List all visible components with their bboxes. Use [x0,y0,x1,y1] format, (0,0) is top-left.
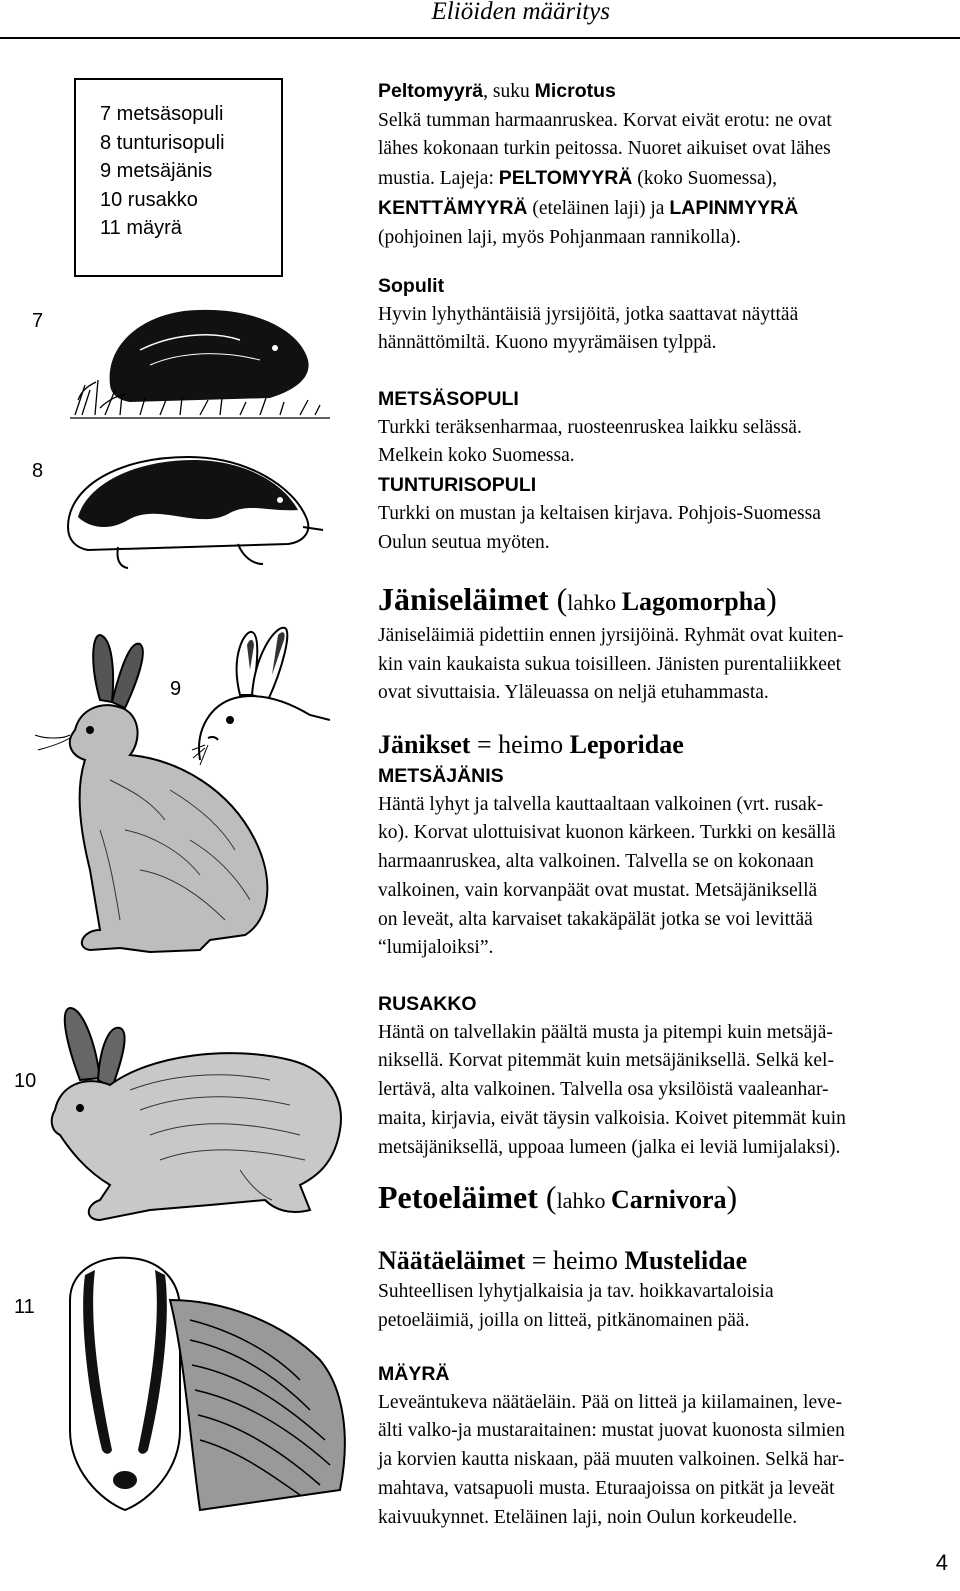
tunturisopuli-line: Turkki on mustan ja keltaisen kirjava. Pohjois-Suomessa [378,502,821,524]
peltomyyra-line: (eteläinen laji) ja [527,197,670,219]
metsajanis-line: harmaanruskea, alta valkoinen. Talvella se on kokonaan [378,851,814,873]
family-name: Leporidae [569,730,684,759]
metsasopuli-line: Turkki teräksenharmaa, ruosteenruskea laikku selässä. [378,416,802,438]
mayra-line: Leveäntukeva näätäeläin. Pää on litteä ja kiilamainen, leve- [378,1391,842,1413]
forest-lemming-illustration [70,290,330,425]
naataelaimet-section [378,1244,948,1335]
heading-paren: ( [537,1179,557,1215]
peltomyyra-line: Selkä tumman harmaanruskea. Korvat eivät erotu: ne ovat [378,109,832,131]
norway-lemming-illustration [48,432,328,582]
rusakko-title: RUSAKKO [378,993,477,1015]
metsajanis-line: Häntä lyhyt ja talvella kauttaaltaan valkoinen (vrt. rusak- [378,793,824,815]
janikset-heading: Jänikset [378,730,471,759]
rusakko-line: Häntä on talvellakin päältä musta ja pitempi kuin metsäjä- [378,1021,833,1043]
tunturisopuli-title: TUNTURISOPULI [378,474,537,497]
metsajanis-title: METSÄJÄNIS [378,765,504,787]
heading-paren: ) [726,1179,738,1215]
rusakko-line: niksellä. Korvat pitemmät kuin metsäjäniksellä. Selkä kel- [378,1050,834,1072]
janiselaimet-heading: Jäniseläimet [378,581,549,617]
metsasopuli-title: METSÄSOPULI [378,388,519,410]
naataelaimet-line: petoeläimiä, joilla on litteä, pitkänomainen pää. [378,1309,750,1331]
janiselaimet-line: ovat sivuttaisia. Yläleuassa on neljä etuhammasta. [378,682,769,704]
legend-item: 7 metsäsopuli [100,103,224,125]
peltomyyra-line: mustia. Lajeja: [378,168,499,190]
header-rule [0,37,960,39]
metsajanis-line: “lumijaloiksi”. [378,937,494,959]
rusakko-line: metsäjäniksellä, uppoaa lumeen (jalka ei leviä lumijalaksi). [378,1136,841,1158]
metsasopuli-line: Melkein koko Suomessa. [378,445,575,467]
naataelaimet-heading: Näätäeläimet [378,1246,526,1275]
peltomyyra-title: Peltomyyrä [378,80,484,102]
figure-number-7: 7 [32,310,44,332]
janiselaimet-line: kin vain kaukaista sukua toisilleen. Jänisten purentaliikkeet [378,653,842,675]
peltomyyra-line: (pohjoinen laji, myös Pohjanmaan rannikolla). [378,226,741,248]
metsasopuli-section [378,385,948,557]
family-name: Mustelidae [624,1246,748,1275]
heading-order-label: lahko [556,1188,611,1213]
sopulit-line: hännättömiltä. Kuono myyrämäisen tylppä. [378,332,717,354]
metsajanis-line: valkoinen, vain korvanpäät ovat mustat. Metsäjäniksellä [378,879,818,901]
rusakko-line: lertävä, alta valkoinen. Talvella osa yksilöistä vaaleanhar- [378,1079,829,1101]
rusakko-section [378,990,948,1162]
page-number: 4 [935,1550,948,1575]
janiselaimet-section [378,580,948,708]
janikset-section [378,728,948,963]
janikset-family-label: = heimo [470,730,570,759]
sopulit-title: Sopulit [378,275,445,297]
species-name: PELTOMYYRÄ [498,167,633,190]
mayra-line: ja korvien kautta niskaan, pää muuten valkoinen. Selkä har- [378,1449,845,1471]
legend-item: 9 metsäjänis [100,160,213,182]
order-name: Carnivora [610,1185,727,1214]
mayra-line: mahtava, vatsapuoli musta. Eturaajoissa on pitkät ja leveät [378,1477,835,1499]
legend-item: 11 mäyrä [100,217,182,239]
janiselaimet-line: Jäniseläimiä pidettiin ennen jyrsijöinä. Ryhmät ovat kuiten- [378,625,844,646]
header-title: Eliöiden määritys [431,0,610,25]
peltomyyra-section [378,77,948,252]
peltomyyra-line: lähes kokonaan turkin peitossa. Nuoret aikuiset ovat lähes [378,138,831,160]
sopulit-section [378,272,948,358]
mountain-hare-summer-illustration [30,630,280,970]
peltomyyra-line: (koko Suomessa), [632,168,778,190]
rusakko-line: maita, kirjavia, eivät täysin valkoisia. Koivet pitemmät kuin [378,1107,846,1129]
mayra-title: MÄYRÄ [378,1363,450,1385]
mayra-line: kaivuukynnet. Eteläinen laji, noin Oulun korkeudelle. [378,1506,798,1528]
peltomyyra-genus: Microtus [534,80,616,102]
figure-number-8: 8 [32,460,44,482]
heading-order-label: lahko [567,590,622,615]
heading-paren: ( [548,581,568,617]
mayra-section [378,1360,948,1532]
legend-item: 10 rusakko [100,188,198,211]
naataelaimet-family-label: = heimo [525,1246,625,1275]
figure-legend [74,78,283,277]
figure-number-10: 10 [14,1070,37,1092]
species-name: LAPINMYYRÄ [669,196,799,219]
metsajanis-line: ko). Korvat ulottuisivat kuonon kärkeen. Turkki on kesällä [378,822,836,844]
sopulit-line: Hyvin lyhythäntäisiä jyrsijöitä, jotka saattavat näyttää [378,303,799,325]
petoelaimet-section [378,1178,948,1220]
figure-number-9: 9 [170,678,182,700]
peltomyyra-title-rest: , suku [483,81,535,102]
badger-illustration [40,1240,350,1520]
legend-item: 8 tunturisopuli [100,131,225,154]
figure-number-11: 11 [14,1296,35,1318]
metsajanis-line: on leveät, alta karvaiset takakäpälät jotka se voi levittää [378,908,813,930]
species-name: KENTTÄMYYRÄ [378,196,528,219]
order-name: Lagomorpha [621,587,767,616]
mayra-line: älti valko-ja mustaraitainen: mustat juovat kuonosta silmien [378,1420,845,1442]
naataelaimet-line: Suhteellisen lyhytjalkaisia ja tav. hoikkavartaloisia [378,1281,774,1302]
page-header [0,0,960,38]
tunturisopuli-line: Oulun seutua myöten. [378,531,550,553]
heading-paren: ) [766,581,777,617]
brown-hare-illustration [40,1000,350,1230]
petoelaimet-heading: Petoeläimet [378,1179,538,1215]
